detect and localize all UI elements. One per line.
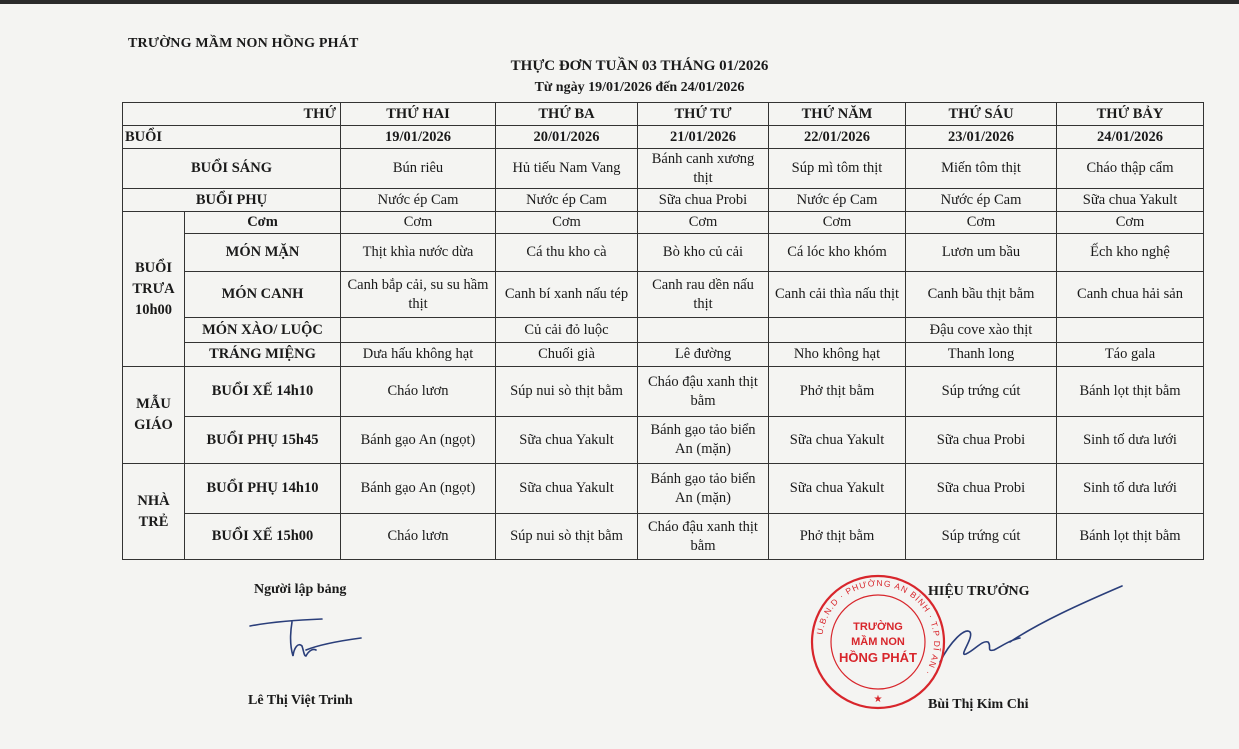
row-label: TRÁNG MIỆNG bbox=[185, 343, 341, 367]
menu-cell: Canh bầu thịt bằm bbox=[906, 272, 1057, 318]
row-label: BUỔI PHỤ 14h10 bbox=[185, 464, 341, 514]
menu-cell: Cháo thập cẩm bbox=[1057, 149, 1204, 189]
date-row bbox=[123, 126, 1204, 149]
menu-cell: Phở thịt bằm bbox=[769, 514, 906, 560]
table-row bbox=[123, 189, 1204, 212]
table-row bbox=[123, 343, 1204, 367]
menu-cell: Sữa chua Yakult bbox=[769, 417, 906, 464]
menu-cell: Canh cải thìa nấu thịt bbox=[769, 272, 906, 318]
row-label: BUỔI PHỤ bbox=[123, 189, 341, 212]
svg-text:HỒNG PHÁT: HỒNG PHÁT bbox=[839, 650, 917, 665]
row-label: BUỔI SÁNG bbox=[123, 149, 341, 189]
menu-cell: Sữa chua Probi bbox=[638, 189, 769, 212]
day-date: 20/01/2026 bbox=[496, 126, 638, 149]
principal-name: Bùi Thị Kim Chi bbox=[928, 697, 1029, 712]
group-label-trua: BUỔI TRƯA 10h00 bbox=[123, 212, 185, 367]
menu-cell: Sữa chua Yakult bbox=[1057, 189, 1204, 212]
day-name: THỨ NĂM bbox=[769, 103, 906, 126]
menu-cell: Phở thịt bằm bbox=[769, 367, 906, 417]
menu-cell: Súp nui sò thịt bằm bbox=[496, 367, 638, 417]
menu-cell: Canh bắp cải, su su hầm thịt bbox=[341, 272, 496, 318]
row-label: MÓN MẶN bbox=[185, 234, 341, 272]
principal-signature bbox=[930, 582, 1130, 677]
menu-cell: Súp nui sò thịt bằm bbox=[496, 514, 638, 560]
menu-cell: Nước ép Cam bbox=[769, 189, 906, 212]
menu-cell: Cơm bbox=[1057, 212, 1204, 234]
group-label-mau-giao: MẪU GIÁO bbox=[123, 367, 185, 464]
menu-cell: Canh bí xanh nấu tép bbox=[496, 272, 638, 318]
menu-cell: Bánh lọt thịt bằm bbox=[1057, 514, 1204, 560]
menu-cell: Cháo đậu xanh thịt bằm bbox=[638, 514, 769, 560]
menu-cell: Sinh tố dưa lưới bbox=[1057, 464, 1204, 514]
menu-cell: Nước ép Cam bbox=[341, 189, 496, 212]
menu-cell: Bánh gạo tảo biển An (mặn) bbox=[638, 417, 769, 464]
menu-cell: Thanh long bbox=[906, 343, 1057, 367]
menu-cell: Chuối già bbox=[496, 343, 638, 367]
preparer-signature bbox=[246, 612, 366, 667]
menu-cell: Lươn um bầu bbox=[906, 234, 1057, 272]
table-row bbox=[123, 367, 1204, 417]
day-name: THỨ TƯ bbox=[638, 103, 769, 126]
menu-cell: Bánh lọt thịt bằm bbox=[1057, 367, 1204, 417]
menu-cell bbox=[769, 318, 906, 343]
day-date: 19/01/2026 bbox=[341, 126, 496, 149]
day-date: 24/01/2026 bbox=[1057, 126, 1204, 149]
menu-cell: Cơm bbox=[769, 212, 906, 234]
table-row bbox=[123, 149, 1204, 189]
menu-cell: Nước ép Cam bbox=[906, 189, 1057, 212]
row-label: MÓN XÀO/ LUỘC bbox=[185, 318, 341, 343]
menu-cell: Hủ tiếu Nam Vang bbox=[496, 149, 638, 189]
row-label: BUỔI XẾ 15h00 bbox=[185, 514, 341, 560]
menu-cell: Sữa chua Yakult bbox=[496, 417, 638, 464]
preparer-name: Lê Thị Việt Trinh bbox=[248, 693, 353, 708]
menu-cell: Thịt khìa nước dừa bbox=[341, 234, 496, 272]
day-name-row bbox=[123, 103, 1204, 126]
table-row bbox=[123, 514, 1204, 560]
day-name: THỨ BẢY bbox=[1057, 103, 1204, 126]
menu-cell: Canh rau dền nấu thịt bbox=[638, 272, 769, 318]
menu-cell: Táo gala bbox=[1057, 343, 1204, 367]
table-row bbox=[123, 212, 1204, 234]
menu-cell: Dưa hấu không hạt bbox=[341, 343, 496, 367]
row-label: MÓN CANH bbox=[185, 272, 341, 318]
day-name: THỨ SÁU bbox=[906, 103, 1057, 126]
row-label: BUỔI PHỤ 15h45 bbox=[185, 417, 341, 464]
menu-cell: Bánh canh xương thịt bbox=[638, 149, 769, 189]
menu-cell: Cháo lươn bbox=[341, 514, 496, 560]
menu-title: THỰC ĐƠN TUẦN 03 THÁNG 01/2026 bbox=[510, 58, 769, 74]
day-date: 23/01/2026 bbox=[906, 126, 1057, 149]
menu-cell: Miến tôm thịt bbox=[906, 149, 1057, 189]
menu-cell: Cá lóc kho khóm bbox=[769, 234, 906, 272]
school-stamp bbox=[808, 572, 948, 712]
menu-cell: Bò kho củ cải bbox=[638, 234, 769, 272]
weekly-menu-table bbox=[122, 102, 1204, 560]
menu-cell: Sữa chua Probi bbox=[906, 464, 1057, 514]
menu-date-range: Từ ngày 19/01/2026 đến 24/01/2026 bbox=[534, 80, 745, 95]
table-row bbox=[123, 234, 1204, 272]
menu-cell: Bún riêu bbox=[341, 149, 496, 189]
svg-text:U.B.N.D · PHƯỜNG AN BÌNH · T.P: U.B.N.D · PHƯỜNG AN BÌNH · T.P DĨ AN · bbox=[814, 577, 943, 678]
menu-cell: Bánh gạo An (ngọt) bbox=[341, 464, 496, 514]
day-name: THỨ BA bbox=[496, 103, 638, 126]
day-date: 22/01/2026 bbox=[769, 126, 906, 149]
menu-cell: Cháo lươn bbox=[341, 367, 496, 417]
row-label: BUỔI XẾ 14h10 bbox=[185, 367, 341, 417]
table-row bbox=[123, 417, 1204, 464]
menu-cell: Bánh gạo An (ngọt) bbox=[341, 417, 496, 464]
menu-cell bbox=[638, 318, 769, 343]
menu-cell: Củ cải đỏ luộc bbox=[496, 318, 638, 343]
menu-cell: Ếch kho nghệ bbox=[1057, 234, 1204, 272]
menu-cell: Sữa chua Yakult bbox=[496, 464, 638, 514]
svg-text:★: ★ bbox=[873, 694, 883, 705]
svg-text:MẦM NON: MẦM NON bbox=[851, 636, 905, 648]
menu-cell: Sữa chua Probi bbox=[906, 417, 1057, 464]
svg-text:TRƯỜNG: TRƯỜNG bbox=[853, 621, 903, 633]
menu-cell: Cơm bbox=[496, 212, 638, 234]
menu-cell: Sinh tố dưa lưới bbox=[1057, 417, 1204, 464]
menu-cell: Nho không hạt bbox=[769, 343, 906, 367]
menu-cell: Súp mì tôm thịt bbox=[769, 149, 906, 189]
table-row bbox=[123, 464, 1204, 514]
day-name: THỨ HAI bbox=[341, 103, 496, 126]
principal-title: HIỆU TRƯỞNG bbox=[928, 584, 1030, 599]
menu-cell: Cháo đậu xanh thịt bằm bbox=[638, 367, 769, 417]
top-edge bbox=[0, 0, 1239, 4]
menu-cell: Súp trứng cút bbox=[906, 367, 1057, 417]
menu-cell: Đậu cove xào thịt bbox=[906, 318, 1057, 343]
preparer-title: Người lập bảng bbox=[254, 582, 347, 597]
day-date: 21/01/2026 bbox=[638, 126, 769, 149]
menu-cell: Cơm bbox=[638, 212, 769, 234]
menu-cell: Lê đường bbox=[638, 343, 769, 367]
thu-label: THỨ bbox=[123, 103, 341, 126]
menu-cell bbox=[341, 318, 496, 343]
buoi-label: BUỔI bbox=[123, 126, 341, 149]
menu-cell: Sữa chua Yakult bbox=[769, 464, 906, 514]
menu-cell: Cơm bbox=[906, 212, 1057, 234]
school-name: TRƯỜNG MẦM NON HỒNG PHÁT bbox=[128, 36, 359, 51]
menu-cell: Cơm bbox=[341, 212, 496, 234]
menu-cell: Bánh gạo tảo biển An (mặn) bbox=[638, 464, 769, 514]
row-label: Cơm bbox=[185, 212, 341, 234]
menu-cell: Nước ép Cam bbox=[496, 189, 638, 212]
menu-cell bbox=[1057, 318, 1204, 343]
menu-cell: Canh chua hải sản bbox=[1057, 272, 1204, 318]
menu-cell: Cá thu kho cà bbox=[496, 234, 638, 272]
table-row bbox=[123, 272, 1204, 318]
menu-cell: Súp trứng cút bbox=[906, 514, 1057, 560]
group-label-nha-tre: NHÀ TRẺ bbox=[123, 464, 185, 560]
table-row bbox=[123, 318, 1204, 343]
